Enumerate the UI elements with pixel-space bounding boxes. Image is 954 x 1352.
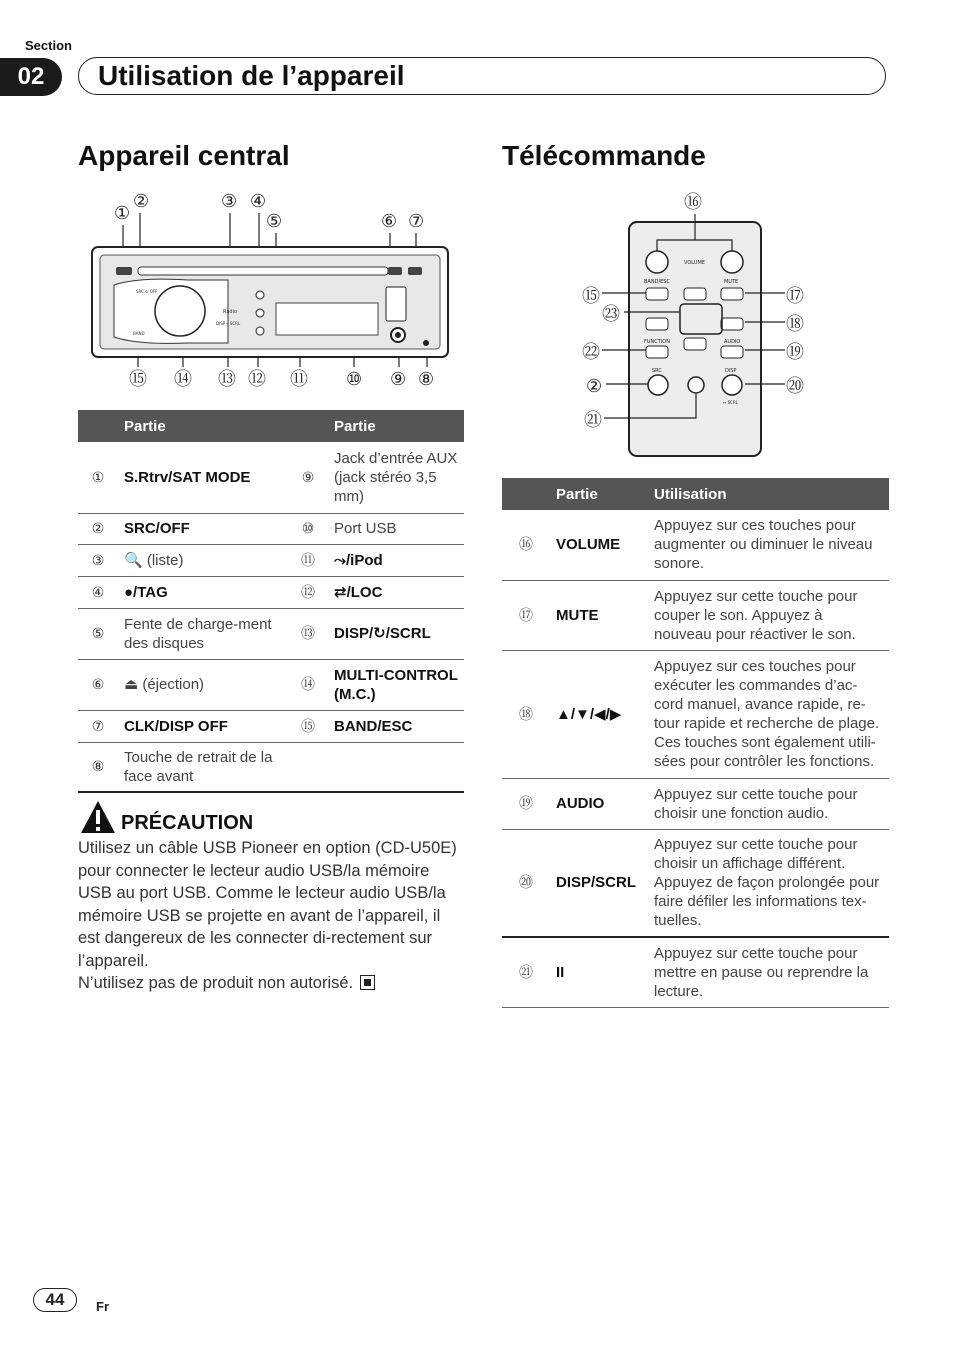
text-label: Appuyez sur ces touches pour augmenter ou diminuer le niveau sonore.: [648, 510, 889, 580]
section-title-telecommande: Télécommande: [502, 140, 706, 171]
table-row: [502, 650, 889, 778]
table-row: [78, 442, 464, 513]
text-label: [328, 742, 464, 792]
callout-2: ②: [133, 191, 150, 212]
text-label: Appuyez sur cette touche pour couper le son. Appuyez à nouveau pour réactiver le son.: [648, 580, 889, 650]
text-label: Appuyez sur cette touche pour mettre en pause ou reprendre la lecture.: [648, 937, 889, 1007]
text-label: BAND/ESC: [644, 279, 670, 285]
table-row: [78, 544, 464, 576]
text-label: ①: [78, 442, 118, 513]
text-label: ③: [78, 544, 118, 576]
text-label: SRC ↻ OFF: [136, 289, 158, 294]
text-label: ⑳: [502, 829, 550, 937]
text-label: ⑲: [786, 342, 804, 363]
text-label: ⑥: [78, 659, 118, 710]
warning-icon: [80, 800, 116, 834]
text-label: Fente de charge-ment des disques: [118, 608, 288, 659]
text-label: Radio: [223, 309, 238, 315]
table-row: [78, 576, 464, 608]
table-row: [78, 659, 464, 710]
text-label: BAND: [133, 331, 145, 336]
text-label: CLK/DISP OFF: [118, 710, 288, 742]
section-number: 02: [0, 58, 62, 96]
table-row: [78, 710, 464, 742]
text-label: ⑳: [786, 376, 804, 397]
text-label: Utilisation: [648, 478, 889, 510]
text-label: S.Rtrv/SAT MODE: [118, 442, 288, 513]
text-label: ●/TAG: [118, 576, 288, 608]
text-label: ⑩: [288, 513, 328, 544]
text-label: ↔ SCRL: [723, 400, 738, 405]
text-label: ⑧: [78, 742, 118, 792]
text-label: N’utilisez pas de produit non autorisé.: [78, 974, 354, 992]
text-label: ⑦: [78, 710, 118, 742]
text-label: ㉓: [602, 304, 620, 325]
text-label: ⑱: [502, 650, 550, 778]
text-label: DISP/↻/SCRL: [328, 608, 464, 659]
text-label: ⑱: [786, 314, 804, 335]
end-mark-icon: [360, 975, 375, 990]
callout-12: ⑫: [248, 369, 266, 390]
callout-5: ⑤: [266, 211, 283, 232]
text-label: MUTE: [550, 580, 648, 650]
text-label: ⑮: [582, 286, 600, 307]
callout-9: ⑨: [390, 369, 407, 390]
text-label: 🔍 (liste): [118, 544, 288, 576]
remote-diagram: [580, 186, 820, 461]
callout-3: ③: [221, 191, 238, 212]
callout-6: ⑥: [381, 211, 398, 232]
text-label: ⑤: [78, 608, 118, 659]
callout-14: ⑭: [174, 369, 192, 390]
callout-10: ⑩: [346, 369, 363, 390]
ipod-shuffle-icon: ⤳: [334, 551, 347, 569]
text-label: ⑫: [288, 576, 328, 608]
callout-8: ⑧: [418, 369, 435, 390]
text-label: AUDIO: [724, 339, 741, 345]
text-label: ⑭: [288, 659, 328, 710]
table-row: [502, 778, 889, 829]
text-label: [288, 742, 328, 792]
text-label: DISP→ SCRL: [216, 321, 241, 326]
text-label: DISP/SCRL: [550, 829, 648, 937]
language-code: Fr: [96, 1299, 109, 1314]
callout-15: ⑮: [129, 369, 147, 390]
text-label: Port USB: [328, 513, 464, 544]
table-row: [502, 580, 889, 650]
text-label: /iPod: [346, 551, 383, 569]
table-row: [502, 510, 889, 580]
table-row: [78, 513, 464, 544]
text-label: Appuyez sur cette touche pour choisir un affichage différent. Appuyez de façon prolongée pour faire défiler les informations tex-tuelles.: [648, 829, 889, 937]
text-label: Utilisez un câble USB Pioneer en option (CD-U50E) pour connecter le lecteur audio USB/la mémoire USB au port USB. Comme le lecteur audio USB/la mémoire USB se projette en avant de l’appareil, il est dangereux de les connecter di-rectement sur l’appareil.: [78, 839, 457, 970]
text-label: ㉒: [582, 342, 600, 363]
text-label: Appuyez sur cette touche pour choisir une fonction audio.: [648, 778, 889, 829]
table-row: [502, 937, 889, 1007]
callout-4: ④: [250, 191, 267, 212]
text-label: II: [550, 937, 648, 1007]
callout-7: ⑦: [408, 211, 425, 232]
table-row: [78, 742, 464, 792]
text-label: ⑨: [288, 442, 328, 513]
text-label: ▲/▼/◀/▶: [550, 650, 648, 778]
text-label: VOLUME: [684, 260, 705, 266]
text-label: ⑬: [288, 608, 328, 659]
text-label: Appuyez sur ces touches pour exécuter les commandes d’ac-cord manuel, avance rapide, re-tour rapide et recherche de plage. Ces touches sont également utili-sées pour contrôler les fonctions.: [648, 650, 889, 778]
text-label: ⏏ (éjection): [118, 659, 288, 710]
text-label: AUDIO: [550, 778, 648, 829]
text-label: ㉑: [584, 410, 602, 431]
section-label: Section: [25, 38, 72, 53]
caution-title: PRÉCAUTION: [121, 812, 254, 834]
page-title: Utilisation de l’appareil: [98, 60, 405, 91]
text-label: Partie: [328, 410, 464, 442]
text-label: Jack d’entrée AUX (jack stéréo 3,5 mm): [328, 442, 464, 513]
text-label: Touche de retrait de la face avant: [118, 742, 288, 792]
table-row: [78, 608, 464, 659]
text-label: MUTE: [724, 279, 739, 285]
page-number: 44: [33, 1288, 77, 1312]
callout-11: ⑪: [290, 369, 308, 390]
text-label: ⑲: [502, 778, 550, 829]
text-label: Partie: [118, 410, 288, 442]
head-unit-diagram: [78, 185, 468, 395]
parts-table-left: [78, 410, 464, 793]
table-row: [502, 829, 889, 937]
text-label: ⑰: [786, 286, 804, 307]
text-label: ㉑: [502, 937, 550, 1007]
section-title-appareil: Appareil central: [78, 140, 290, 171]
callout-13: ⑬: [218, 369, 236, 390]
callout-1: ①: [114, 203, 131, 224]
text-label: SRC: [652, 368, 662, 374]
text-label: BAND/ESC: [328, 710, 464, 742]
text-label: Partie: [550, 478, 648, 510]
text-label: FUNCTION: [644, 339, 670, 345]
text-label: ⑪: [288, 544, 328, 576]
text-label: ④: [78, 576, 118, 608]
text-label: ②: [78, 513, 118, 544]
text-label: ⑮: [288, 710, 328, 742]
text-label: SRC/OFF: [118, 513, 288, 544]
parts-table-right: [502, 478, 889, 1008]
text-label: VOLUME: [550, 510, 648, 580]
text-label: MULTI-CONTROL (M.C.): [328, 659, 464, 710]
caution-text: [78, 837, 466, 995]
text-label: DISP: [725, 368, 737, 374]
text-label: ⑯: [684, 192, 702, 213]
text-label: ⑯: [502, 510, 550, 580]
text-label: ⑰: [502, 580, 550, 650]
text-label: ⇄/LOC: [328, 576, 464, 608]
text-label: ②: [586, 376, 603, 397]
